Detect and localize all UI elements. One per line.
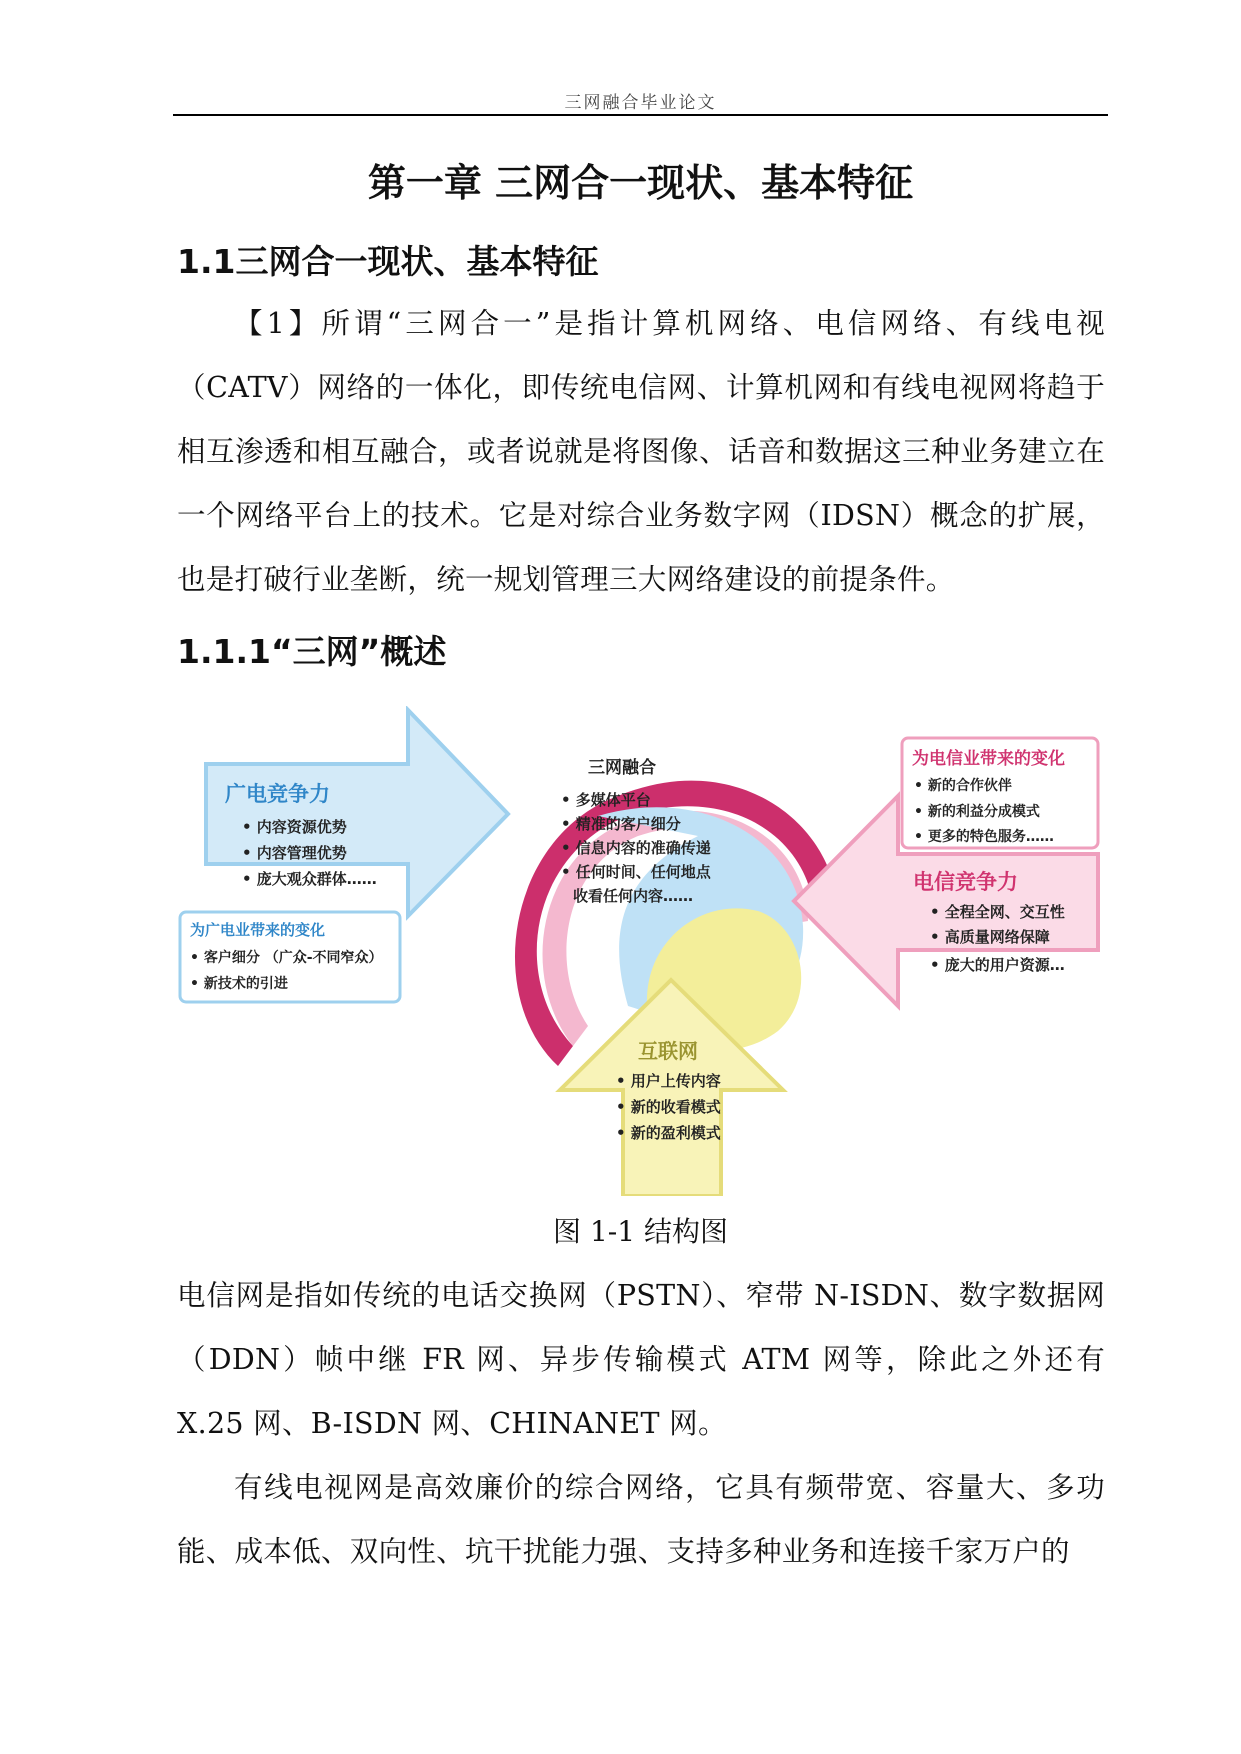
internet-item: • 新的盈利模式 [616,1124,721,1142]
figure-caption: 图 1-1 结构图 [553,1215,728,1248]
center-item: 收看任何内容…… [573,887,694,905]
broadcast-item: • 内容资源优势 [242,818,347,836]
running-header: 三网融合毕业论文 [564,93,717,113]
center-item: • 多媒体平台 [561,791,651,809]
paragraph-1: 【1】所谓“三网合一”是指计算机网络、电信网络、有线电视（CATV）网络的一体化，即传统电信网、计算机网和有线电视网将趋于相互渗透和相互融合，或者说就是将图像、话音和数据这三种业务建立在一个网络平台上的技术。它是对综合业务数字网（IDSN）概念的扩展，也是打破行业垄断，统一规划管理三大网络建设的前提条件。 [177,307,1105,596]
paragraph-2: 电信网是指如传统的电话交换网（PSTN）、窄带 N-ISDN、数字数据网（DDN）帧中继 FR 网、异步传输模式 ATM 网等，除此之外还有 X.25 网、B-ISDN 网、CHINANET 网。 [177,1279,1105,1440]
telecom-change-title: 为电信业带来的变化 [912,749,1065,769]
telecom-change-item: • 新的利益分成模式 [914,804,1040,820]
broadcast-item: • 庞大观众群体…… [242,870,377,888]
center-item: • 任何时间、任何地点 [561,863,711,881]
section-heading-1-1-1: 1.1.1“三网”概述 [177,632,447,671]
center-item: • 精准的客户细分 [561,815,681,833]
telecom-item: • 全程全网、交互性 [930,903,1065,921]
broadcast-title: 广电竞争力 [225,782,330,806]
structure-figure [178,706,1108,1196]
telecom-change-item: • 新的合作伙伴 [914,778,1012,794]
center-title: 三网融合 [588,758,656,778]
telecom-item: • 庞大的用户资源… [930,956,1065,974]
telecom-title: 电信竞争力 [913,870,1018,894]
chapter-title: 第一章 三网合一现状、基本特征 [367,161,914,205]
center-item: • 信息内容的准确传递 [561,839,711,857]
paragraph-3: 有线电视网是高效廉价的综合网络，它具有频带宽、容量大、多功能、成本低、双向性、坑干扰能力强、支持多种业务和连接千家万户的 [177,1471,1105,1568]
internet-item: • 新的收看模式 [616,1098,721,1116]
telecom-item: • 高质量网络保障 [930,928,1050,946]
header-rule [173,114,1108,116]
telecom-change-item: • 更多的特色服务…… [914,829,1054,845]
broadcast-change-item: • 新技术的引进 [190,976,288,992]
internet-item: • 用户上传内容 [616,1072,721,1090]
broadcast-change-title: 为广电业带来的变化 [190,921,326,939]
broadcast-item: • 内容管理优势 [242,844,347,862]
section-heading-1-1: 1.1三网合一现状、基本特征 [177,242,599,281]
broadcast-change-item: • 客户细分 （广众-不同窄众） [190,950,383,966]
internet-title: 互联网 [638,1039,698,1063]
